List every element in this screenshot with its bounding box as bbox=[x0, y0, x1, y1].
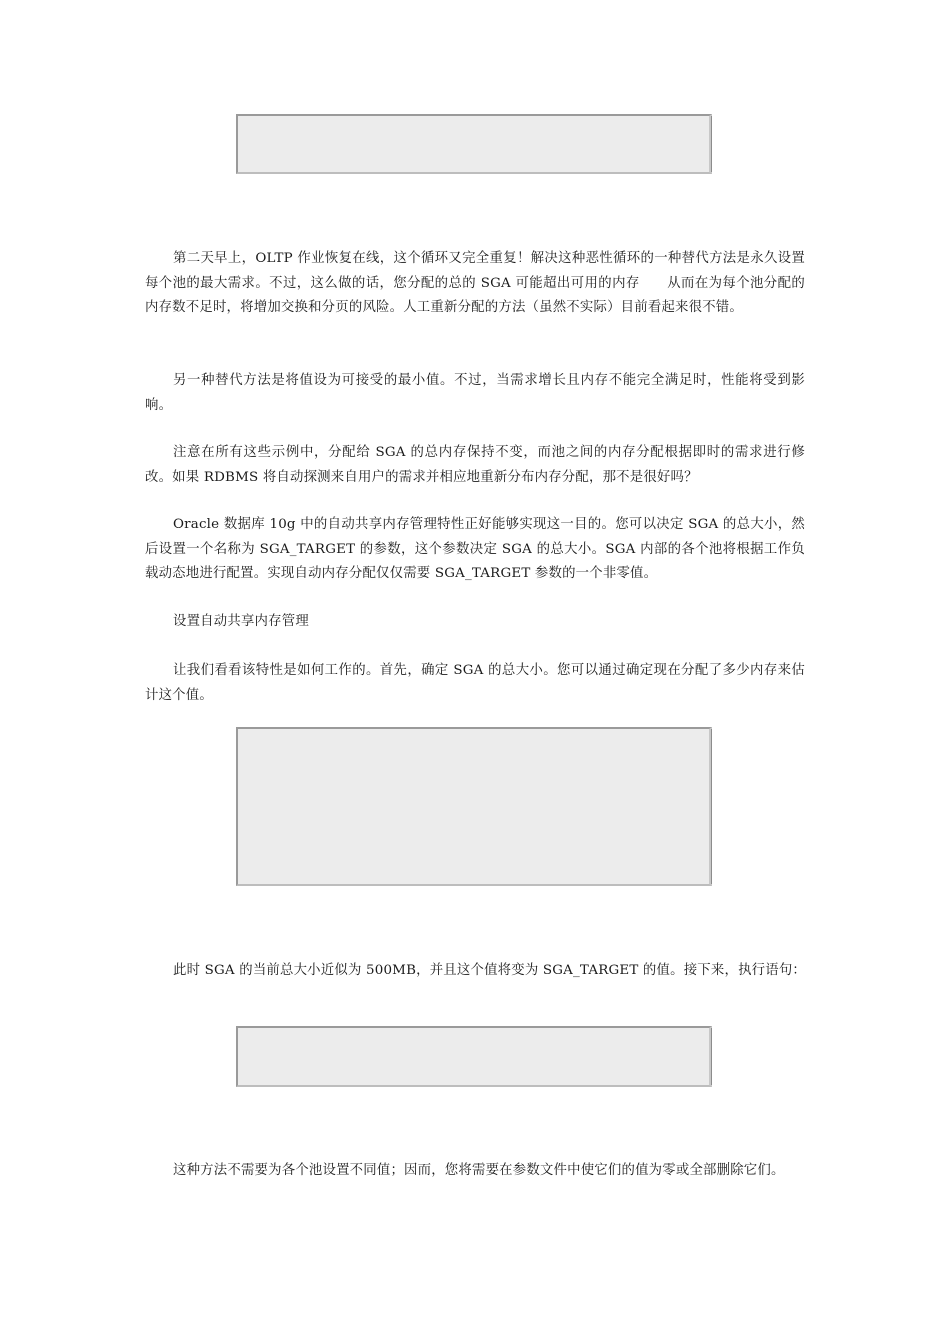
paragraph-oltp-cycle: 第二天早上，OLTP 作业恢复在线，这个循环又完全重复！解决这种恶性循环的一种替代方法是永久设置每个池的最大需求。不过，这么做的话，您分配的总的 SGA 可能超出可用的内存 从而在为每个池分配的内存数不足时，将增加交换和分页的风险。人工重新分配的方法（虽然不实际）目前看起来很不错。 bbox=[145, 251, 805, 315]
code-block-1 bbox=[236, 114, 712, 174]
paragraph-oracle-10g: Oracle 数据库 10g 中的自动共享内存管理特性正好能够实现这一目的。您可以决定 SGA 的总大小，然后设置一个名称为 SGA_TARGET 的参数，这个参数决定 SGA 的总大小。SGA 内部的各个池将根据工作负载动态地进行配置。实现自动内存分配仅仅需要 SGA_TARGET 参数的一个非零值。 bbox=[145, 517, 805, 581]
paragraph-sga-500mb: 此时 SGA 的当前总大小近似为 500MB，并且这个值将变为 SGA_TARGET 的值。接下来，执行语句： bbox=[173, 963, 807, 978]
paragraph-how-it-works: 让我们看看该特性是如何工作的。首先，确定 SGA 的总大小。您可以通过确定现在分配了多少内存来估计这个值。 bbox=[145, 663, 805, 703]
paragraph-rdbms-auto: 注意在所有这些示例中，分配给 SGA 的总内存保持不变，而池之间的内存分配根据即时的需求进行修改。如果 RDBMS 将自动探测来自用户的需求并相应地重新分布内存分配，那不是很好吗？ bbox=[145, 445, 805, 485]
code-block-3 bbox=[236, 1026, 712, 1087]
section-heading: 设置自动共享内存管理 bbox=[173, 614, 309, 629]
paragraph-min-value: 另一种替代方法是将值设为可接受的最小值。不过，当需求增长且内存不能完全满足时，性能将受到影响。 bbox=[145, 373, 805, 413]
paragraph-pool-values: 这种方法不需要为各个池设置不同值；因而，您将需要在参数文件中使它们的值为零或全部删除它们。 bbox=[173, 1163, 785, 1178]
code-block-2 bbox=[236, 727, 712, 886]
